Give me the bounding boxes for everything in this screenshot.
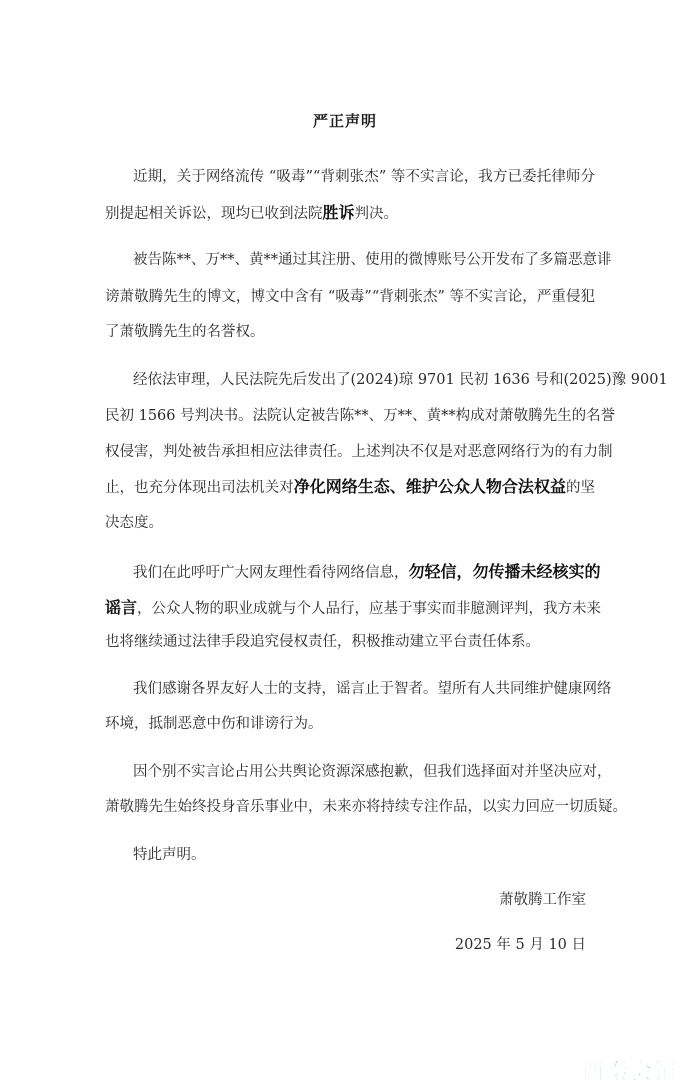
- emphasis-rumor: 谣言: [105, 598, 138, 617]
- signature-date: 2025 年 5 月 10 日: [454, 937, 586, 953]
- paragraph-2-line-1: 被告陈**、万**、黄**通过其注册、使用的微博账号公开发布了多篇恶意诽: [133, 252, 612, 268]
- page-title: 严正声明: [312, 112, 377, 130]
- paragraph-3-line-4: [105, 477, 595, 498]
- paragraph-4-line-1: [133, 562, 601, 583]
- paragraph-6-line-2: 萧敬腾先生始终投身音乐事业中，未来亦将持续专注作品，以实力回应一切质疑。: [105, 799, 627, 815]
- paragraph-3-line-4-tail: 的坚: [565, 480, 595, 496]
- paragraph-5-line-2: 环境，抵制恶意中伤和诽谤行为。: [105, 716, 323, 732]
- emphasis-win-verdict: 胜诉: [322, 203, 355, 222]
- paragraph-1-line-2: [105, 203, 595, 224]
- paragraph-3-line-5: 决态度。: [105, 515, 163, 531]
- paragraph-7-line-1: 特此声明。: [133, 847, 206, 863]
- paragraph-3-line-1: 经依法审理，人民法院先后发出了(2024)琼 9701 民初 1636 号和(2025)豫 9001: [133, 372, 668, 388]
- emphasis-do-not-believe: 勿轻信，勿传播未经核实的: [408, 562, 601, 581]
- paragraph-5-line-1: 我们感谢各界友好人士的支持，谣言止于智者。望所有人共同维护健康网络: [133, 681, 612, 697]
- paragraph-6-line-1: 因个别不实言论占用公共舆论资源深感抱歉，但我们选择面对并坚决应对，: [133, 764, 612, 780]
- paragraph-4-line-1-text: 我们在此呼吁广大网友理性看待网络信息，: [133, 565, 409, 581]
- paragraph-4-line-3: 也将继续通过法律手段追究侵权责任，积极推动建立平台责任体系。: [105, 634, 540, 650]
- paragraph-1-line-1: 近期，关于网络流传 “吸毒”“背刺张杰” 等不实言论，我方已委托律师分: [133, 169, 595, 185]
- paragraph-1-line-2-tail: 判决。: [354, 206, 399, 222]
- paragraph-3-line-4-text: 止，也充分体现出司法机关对: [105, 480, 294, 496]
- watermark-logo: [530, 1055, 680, 1085]
- paragraph-4-line-2: [105, 598, 602, 619]
- watermark-text: 西秦会馆: [581, 1060, 678, 1085]
- signature-studio: 萧敬腾工作室: [499, 892, 586, 908]
- paragraph-3-line-2: 民初 1566 号判决书。法院认定被告陈**、万**、黄**构成对萧敬腾先生的名誉: [105, 408, 616, 424]
- paragraph-2-line-2: 谤萧敬腾先生的博文，博文中含有 “吸毒”“背刺张杰” 等不实言论，严重侵犯: [105, 289, 595, 305]
- paragraph-2-line-3: 了萧敬腾先生的名誉权。: [105, 324, 265, 340]
- emphasis-purify-network: 净化网络生态、维护公众人物合法权益: [293, 477, 566, 496]
- paragraph-3-line-3: 权侵害，判处被告承担相应法律责任。上述判决不仅是对恶意网络行为的有力制: [105, 444, 613, 460]
- paragraph-4-line-2-text: ，公众人物的职业成就与个人品行，应基于事实而非臆测评判，我方未来: [137, 601, 602, 617]
- paragraph-1-line-2-text: 别提起相关诉讼，现均已收到法院: [105, 206, 323, 222]
